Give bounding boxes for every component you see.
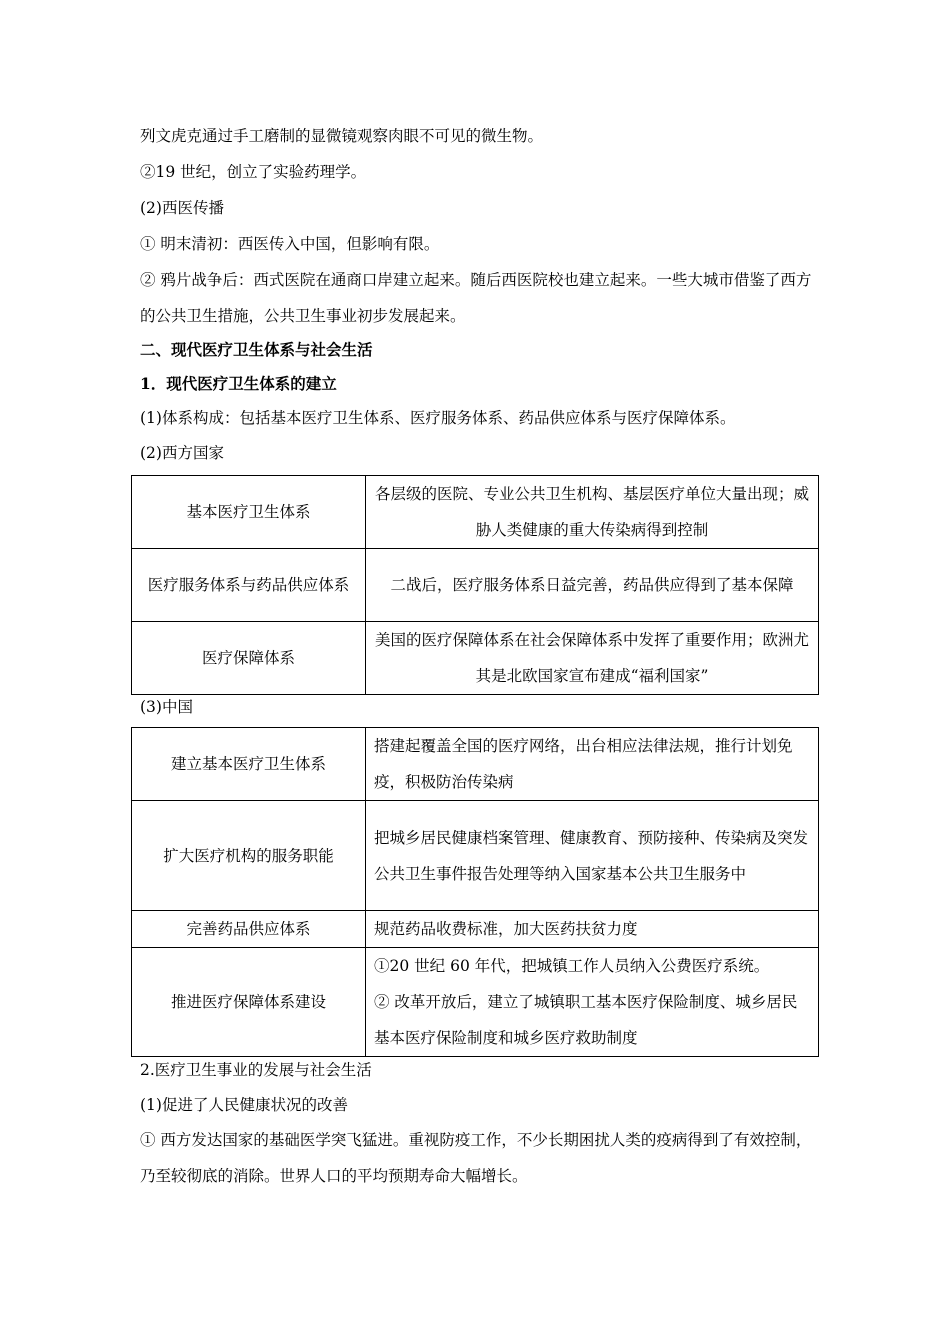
table-row xyxy=(132,476,819,549)
subheading: (1)促进了人民健康状况的改善 xyxy=(140,1096,348,1114)
table-row xyxy=(132,911,819,948)
table-cell-value: 二战后，医疗服务体系日益完善，药品供应得到了基本保障 xyxy=(366,549,819,622)
table-cell-key: 推进医疗保障体系建设 xyxy=(132,948,366,1057)
subsection-heading: 2.医疗卫生事业的发展与社会生活 xyxy=(140,1061,372,1079)
table-cell-key: 基本医疗卫生体系 xyxy=(132,476,366,549)
subheading: (3)中国 xyxy=(140,698,193,716)
table-row xyxy=(132,948,819,1057)
cell-line: ② 改革开放后，建立了城镇职工基本医疗保险制度、城乡居民基本医疗保险制度和城乡医疗救助制度 xyxy=(374,993,798,1047)
table-cell-value: 规范药品收费标准，加大医药扶贫力度 xyxy=(366,911,819,948)
table-cell-value: 各层级的医院、专业公共卫生机构、基层医疗单位大量出现；威胁人类健康的重大传染病得到控制 xyxy=(366,476,819,549)
western-countries-table xyxy=(131,475,819,695)
table-cell-value: 把城乡居民健康档案管理、健康教育、预防接种、传染病及突发公共卫生事件报告处理等纳入国家基本公共卫生服务中 xyxy=(366,801,819,911)
table-row xyxy=(132,728,819,801)
paragraph: 列文虎克通过手工磨制的显微镜观察肉眼不可见的微生物。 xyxy=(140,127,544,145)
table-cell-key: 建立基本医疗卫生体系 xyxy=(132,728,366,801)
table-row xyxy=(132,549,819,622)
table-cell-key: 扩大医疗机构的服务职能 xyxy=(132,801,366,911)
table-row xyxy=(132,622,819,695)
paragraph: ① 明末清初：西医传入中国，但影响有限。 xyxy=(140,235,440,253)
table-cell-value: 搭建起覆盖全国的医疗网络，出台相应法律法规，推行计划免疫，积极防治传染病 xyxy=(366,728,819,801)
table-cell-value: 美国的医疗保障体系在社会保障体系中发挥了重要作用；欧洲尤其是北欧国家宣布建成“福利国家” xyxy=(366,622,819,695)
cell-line: ①20 世纪 60 年代，把城镇工作人员纳入公费医疗系统。 xyxy=(374,957,770,975)
table-cell-key: 医疗服务体系与药品供应体系 xyxy=(132,549,366,622)
paragraph: (1)体系构成：包括基本医疗卫生体系、医疗服务体系、药品供应体系与医疗保障体系。 xyxy=(140,409,736,427)
subheading: (2)西医传播 xyxy=(140,199,224,217)
table-cell-key: 完善药品供应体系 xyxy=(132,911,366,948)
subsection-heading: 1．现代医疗卫生体系的建立 xyxy=(140,374,337,393)
table-cell-value xyxy=(366,948,819,1057)
china-table xyxy=(131,727,819,1057)
table-row xyxy=(132,801,819,911)
paragraph: ② 鸦片战争后：西式医院在通商口岸建立起来。随后西医院校也建立起来。一些大城市借鉴了西方的公共卫生措施，公共卫生事业初步发展起来。 xyxy=(140,271,812,325)
paragraph: ① 西方发达国家的基础医学突飞猛进。重视防疫工作，不少长期困扰人类的疫病得到了有效控制，乃至较彻底的消除。世界人口的平均预期寿命大幅增长。 xyxy=(140,1131,812,1185)
paragraph: ②19 世纪，创立了实验药理学。 xyxy=(140,163,367,181)
subheading: (2)西方国家 xyxy=(140,444,224,462)
table-cell-key: 医疗保障体系 xyxy=(132,622,366,695)
section-heading: 二、现代医疗卫生体系与社会生活 xyxy=(140,340,373,359)
